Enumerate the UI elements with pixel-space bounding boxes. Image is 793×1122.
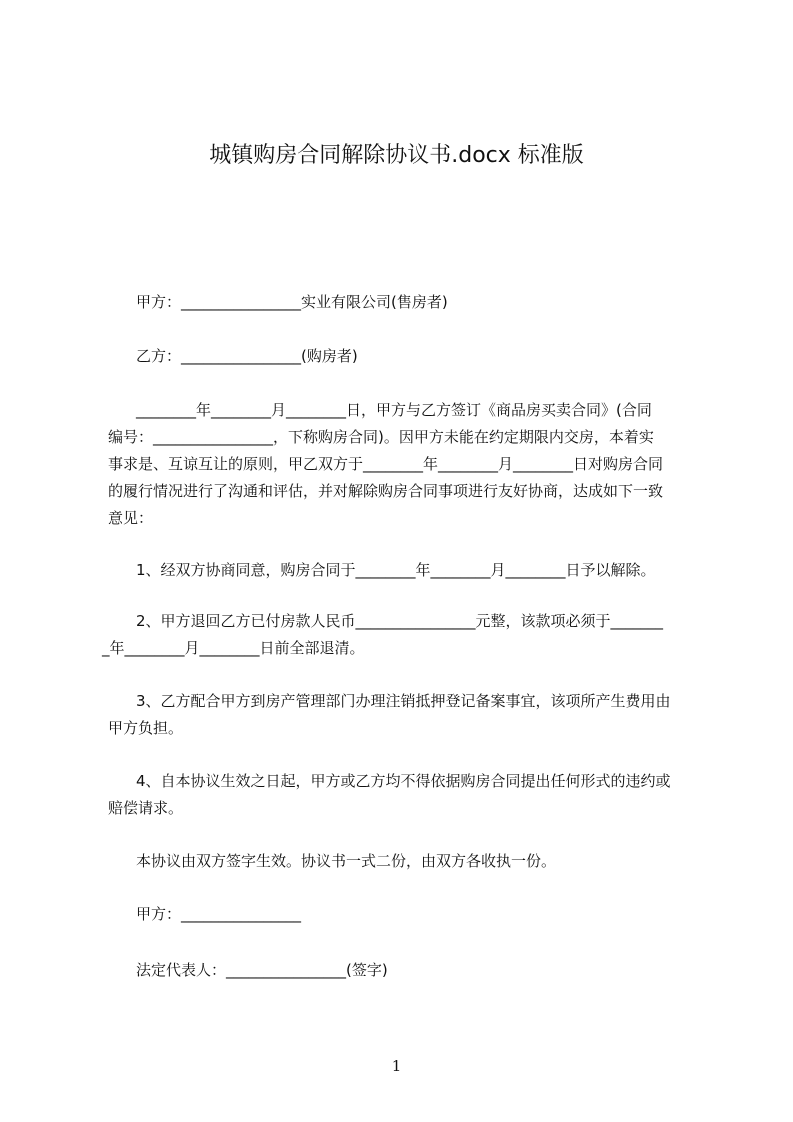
party-b-line: 乙方：________________(购房者) [136, 347, 358, 365]
clause-4-line-2: 赔偿请求。 [108, 799, 184, 817]
party-a-line: 甲方：________________实业有限公司(售房者) [136, 293, 448, 311]
clause-2-line-1: 2、甲方退回乙方已付房款人民币________________元整，该款项必须于_______ [136, 612, 664, 630]
intro-line-3: 事求是、互谅互让的原则，甲乙双方于________年________月________日对购房合同 [108, 455, 664, 473]
intro-line-1: ________年________月________日，甲方与乙方签订《商品房买卖合同》(合同 [136, 401, 652, 419]
intro-line-4: 的履行情况进行了沟通和评估，并对解除购房合同事项进行友好协商，达成如下一致 [108, 482, 664, 500]
intro-line-5: 意见： [108, 509, 154, 527]
signature-legal-representative: 法定代表人：________________(签字) [136, 961, 388, 979]
clause-2-line-2: _年________月________日前全部退清。 [102, 639, 365, 657]
clause-3-line-2: 甲方负担。 [108, 719, 184, 737]
page-number: 1 [391, 1057, 402, 1075]
clause-4-line-1: 4、自本协议生效之日起，甲方或乙方均不得依据购房合同提出任何形式的违约或 [136, 772, 671, 790]
document-title: 城镇购房合同解除协议书.docx 标准版 [209, 143, 584, 168]
intro-line-2: 编号：________________，下称购房合同)。因甲方未能在约定期限内交房，本着实 [108, 428, 654, 446]
effect-clause: 本协议由双方签字生效。协议书一式二份，由双方各收执一份。 [136, 852, 557, 870]
clause-3-line-1: 3、乙方配合甲方到房产管理部门办理注销抵押登记备案事宜，该项所产生费用由 [136, 692, 671, 710]
signature-party-a: 甲方：________________ [136, 905, 302, 923]
clause-1: 1、经双方协商同意，购房合同于________年________月________日予以解除。 [136, 561, 656, 579]
